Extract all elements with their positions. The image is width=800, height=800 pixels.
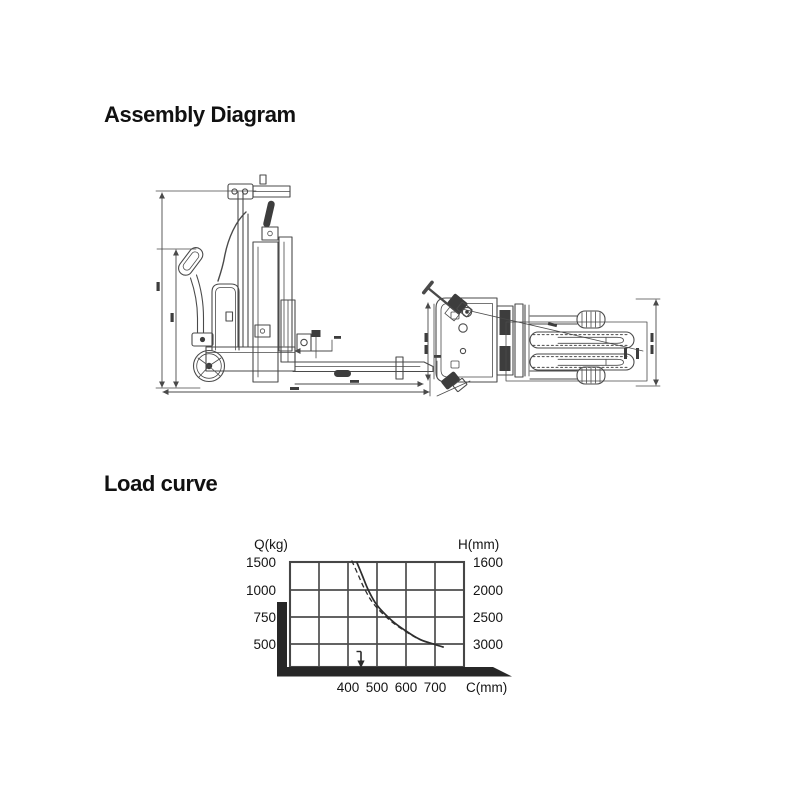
q-tick-label: 750 xyxy=(253,610,276,625)
load-curve-chart xyxy=(230,526,530,700)
h-tick-label: 2500 xyxy=(473,610,504,625)
chart-grid xyxy=(290,562,464,667)
top-view-drawing xyxy=(424,282,660,396)
c-axis-label: C(mm) xyxy=(466,680,508,695)
assembly-diagram-title: Assembly Diagram xyxy=(104,102,296,127)
q-tick-label: 500 xyxy=(253,637,276,652)
capacity-curve xyxy=(357,562,444,647)
c-tick-label: 400 xyxy=(336,680,360,695)
side-view-drawing xyxy=(156,175,441,396)
q-tick-label: 1500 xyxy=(245,555,276,570)
q-axis-label: Q(kg) xyxy=(254,537,288,552)
h-tick-label: 1600 xyxy=(473,555,504,570)
c-tick-label: 500 xyxy=(365,680,389,695)
h-axis-label: H(mm) xyxy=(458,537,500,552)
h-tick-label: 3000 xyxy=(473,637,504,652)
c-tick-label: 600 xyxy=(394,680,418,695)
capacity-curve-dashed xyxy=(352,561,444,648)
assembly-diagram xyxy=(140,165,680,415)
q-tick-label: 1000 xyxy=(245,583,276,598)
c-tick-label: 700 xyxy=(423,680,447,695)
load-center-arrow xyxy=(357,652,365,669)
load-curve-title: Load curve xyxy=(104,471,218,496)
h-tick-label: 2000 xyxy=(473,583,504,598)
